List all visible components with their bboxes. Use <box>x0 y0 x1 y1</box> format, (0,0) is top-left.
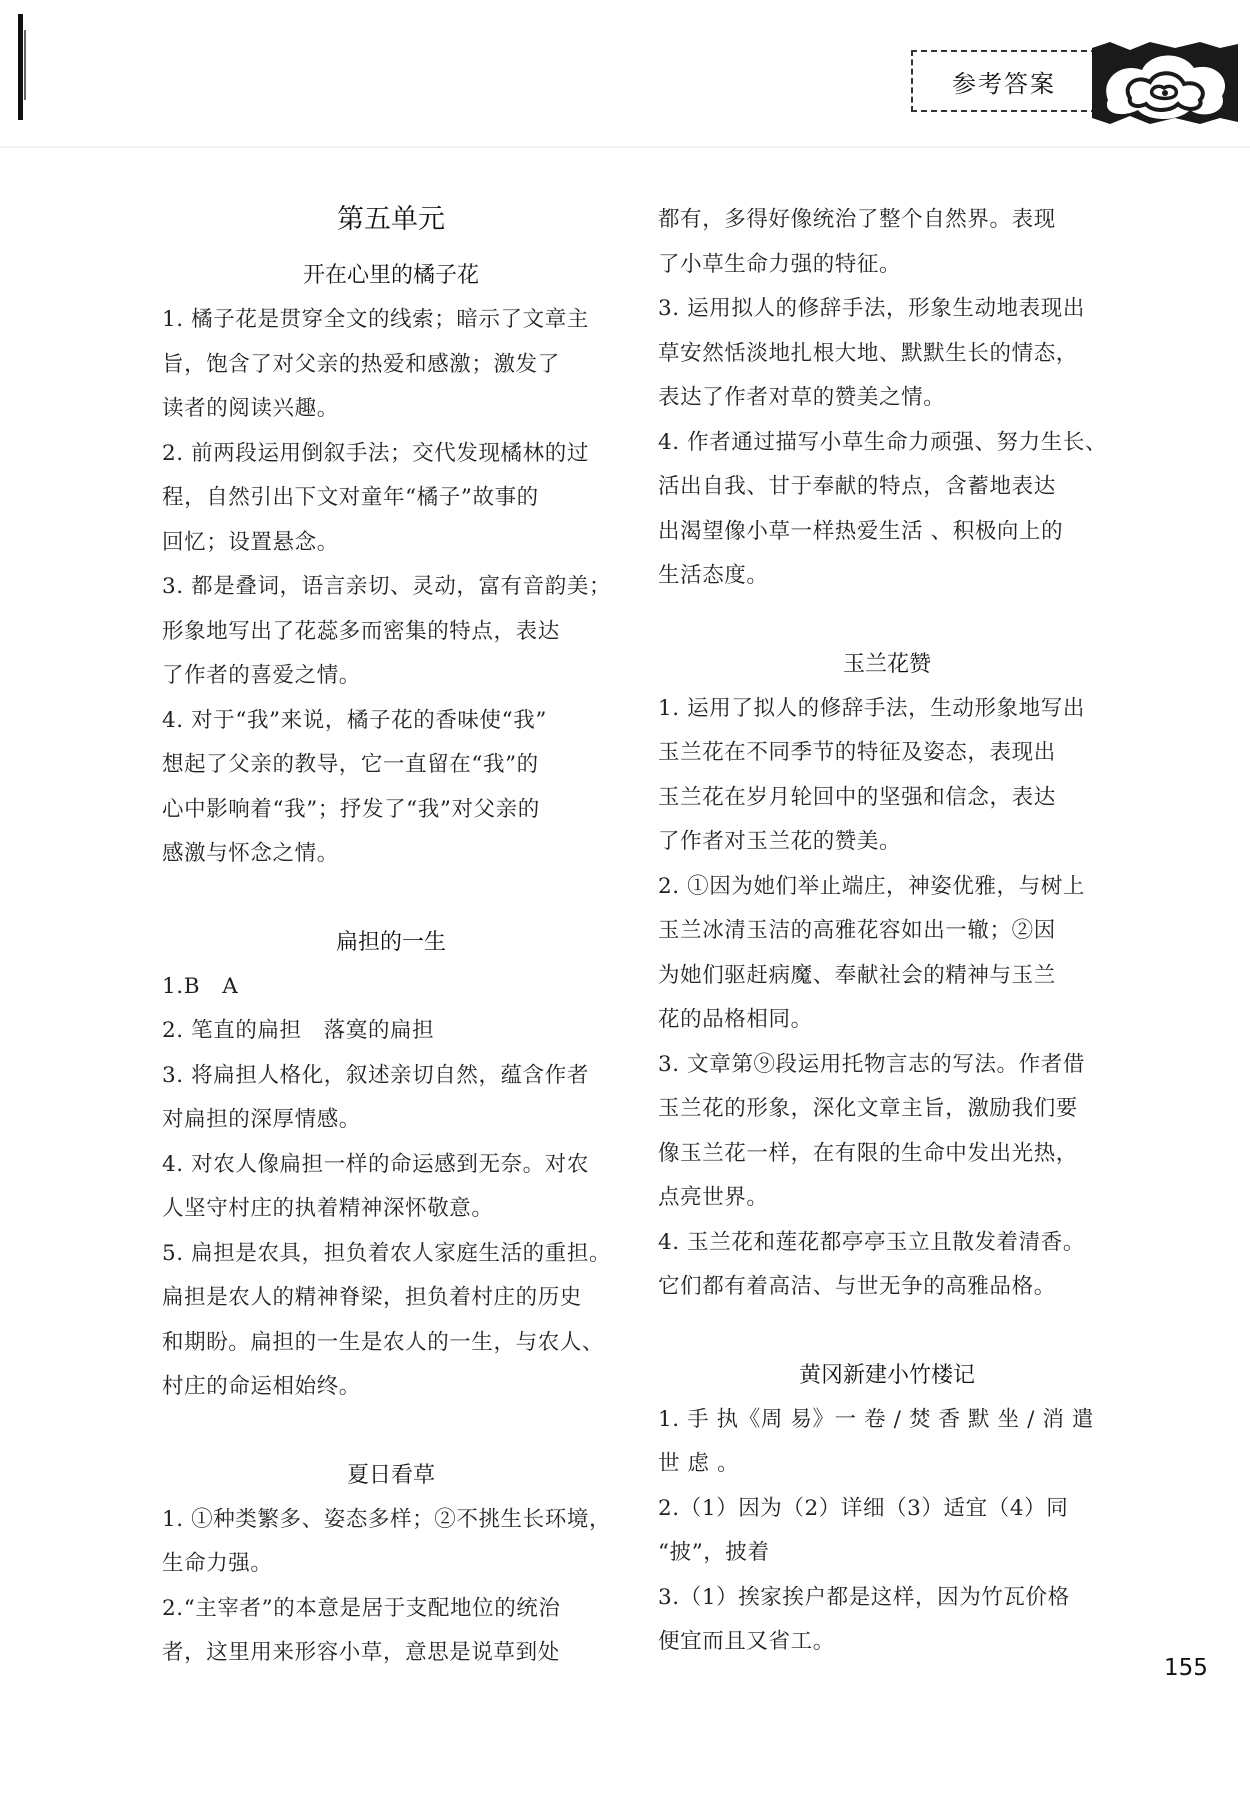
answer-line: 3. 都是叠词，语言亲切、灵动，富有音韵美； <box>162 574 612 599</box>
answer-line: 出渴望像小草一样热爱生活 、积极向上的 <box>658 518 1064 544</box>
answer-line: 4. 对农人像扁担一样的命运感到无奈。对农 <box>162 1151 589 1177</box>
section-title: 扁担的一生 <box>335 929 446 955</box>
binding-edge-mark <box>18 14 23 120</box>
answer-line: 生命力强。 <box>162 1551 273 1576</box>
left-column <box>162 198 620 1676</box>
header-title: 参考答案 <box>952 69 1056 98</box>
answer-line: 形象地写出了花蕊多而密集的特点，表达 <box>162 618 560 644</box>
section-spacer <box>162 1410 620 1454</box>
answer-line: 3.（1）挨家挨户都是这样，因为竹瓦价格 <box>658 1584 1070 1610</box>
answer-line: 想起了父亲的教导，它一直留在“我”的 <box>162 752 539 777</box>
answer-line: 旨，饱含了对父亲的热爱和感激；激发了 <box>162 351 560 377</box>
answer-line: 人坚守村庄的执着精神深怀敬意。 <box>162 1196 494 1221</box>
answer-line: 它们都有着高洁、与世无争的高雅品格。 <box>658 1274 1056 1299</box>
section-title: 夏日看草 <box>346 1462 435 1488</box>
answer-line: 2.“主宰者”的本意是居于支配地位的统治 <box>162 1595 561 1621</box>
answer-line: 心中影响着“我”；抒发了“我”对父亲的 <box>162 796 540 822</box>
answer-line: 活出自我、甘于奉献的特点，含蓄地表达 <box>658 474 1056 499</box>
answer-line: 便宜而且又省工。 <box>658 1629 835 1654</box>
answer-line: 玉兰花在岁月轮回中的坚强和信念，表达 <box>658 784 1056 810</box>
answer-line: 对扁担的深厚情感。 <box>162 1107 361 1132</box>
answer-line: 2.（1）因为（2）详细（3）适宜（4）同 <box>658 1495 1069 1521</box>
answer-line: 草安然恬淡地扎根大地、默默生长的情态， <box>658 340 1078 366</box>
answer-line: 和期盼。扁担的一生是农人的一生，与农人、 <box>162 1329 605 1355</box>
answer-line: 4. 对于“我”来说，橘子花的香味使“我” <box>162 707 547 733</box>
answer-line: 2. ①因为她们举止端庄，神姿优雅，与树上 <box>658 873 1085 899</box>
answer-line: 3. 将扁担人格化，叙述亲切自然，蕴含作者 <box>162 1062 589 1088</box>
page-number: 155 <box>1164 1655 1208 1681</box>
answer-line: 1. ①种类繁多、姿态多样；②不挑生长环境， <box>162 1506 612 1532</box>
unit-title: 第五单元 <box>337 204 445 235</box>
binding-edge-shadow <box>24 30 26 100</box>
section-title: 开在心里的橘子花 <box>302 263 479 288</box>
answer-line: 了作者对玉兰花的赞美。 <box>658 829 902 854</box>
answer-line: 了作者的喜爱之情。 <box>162 663 361 688</box>
answer-line: “披”，披着 <box>658 1540 770 1565</box>
answer-line: 1. 手 执《周 易》一 卷 / 焚 香 默 坐 / 消 遣 <box>658 1406 1095 1432</box>
answer-line: 3. 文章第⑨段运用托物言志的写法。作者借 <box>658 1051 1085 1077</box>
answer-line: 1. 橘子花是贯穿全文的线索；暗示了文章主 <box>162 307 589 332</box>
section-title: 黄冈新建小竹楼记 <box>798 1362 975 1388</box>
section-spacer <box>658 1310 1116 1354</box>
answer-line: 生活态度。 <box>658 563 769 588</box>
answer-line: 点亮世界。 <box>658 1185 769 1210</box>
answer-line: 玉兰花的形象，深化文章主旨，激励我们要 <box>658 1096 1078 1121</box>
answer-line: 了小草生命力强的特征。 <box>658 251 902 277</box>
answer-line: 花的品格相同。 <box>658 1007 813 1032</box>
answer-line: 1.B A <box>162 973 239 999</box>
answer-line: 世 虑 。 <box>658 1451 740 1476</box>
answer-line: 扁担是农人的精神脊梁，担负着村庄的历史 <box>162 1285 582 1310</box>
answer-line: 回忆；设置悬念。 <box>162 529 339 555</box>
section-title: 玉兰花赞 <box>842 651 931 677</box>
answer-line: 4. 玉兰花和莲花都亭亭玉立且散发着清香。 <box>658 1229 1085 1255</box>
answer-line: 3. 运用拟人的修辞手法，形象生动地表现出 <box>658 296 1085 321</box>
answer-line: 者，这里用来形容小草，意思是说草到处 <box>162 1640 560 1665</box>
answer-line: 2. 前两段运用倒叙手法；交代发现橘林的过 <box>162 440 589 466</box>
section-spacer <box>162 877 620 921</box>
right-column <box>658 198 1116 1665</box>
answer-line: 为她们驱赶病魔、奉献社会的精神与玉兰 <box>658 962 1056 988</box>
answer-line: 表达了作者对草的赞美之情。 <box>658 385 946 410</box>
answer-line: 玉兰冰清玉洁的高雅花容如出一辙；②因 <box>658 918 1056 943</box>
answer-line: 读者的阅读兴趣。 <box>162 396 339 421</box>
answer-key-header <box>911 50 1097 112</box>
answer-line: 都有，多得好像统治了整个自然界。表现 <box>658 207 1056 232</box>
answer-line: 程，自然引出下文对童年“橘子”故事的 <box>162 485 539 510</box>
answer-line: 玉兰花在不同季节的特征及姿态，表现出 <box>658 740 1056 765</box>
answer-line: 2. 笔直的扁担 落寞的扁担 <box>162 1018 435 1043</box>
answer-line: 像玉兰花一样，在有限的生命中发出光热， <box>658 1140 1078 1166</box>
answer-line: 1. 运用了拟人的修辞手法，生动形象地写出 <box>658 695 1085 721</box>
section-spacer <box>658 599 1116 643</box>
answer-line: 感激与怀念之情。 <box>162 841 339 866</box>
cloud-ornament-icon <box>1090 40 1240 126</box>
answer-line: 5. 扁担是农具，担负着农人家庭生活的重担。 <box>162 1240 612 1266</box>
answer-line: 4. 作者通过描写小草生命力顽强、努力生长、 <box>658 429 1108 455</box>
answer-line: 村庄的命运相始终。 <box>162 1374 361 1399</box>
page-divider <box>0 146 1250 148</box>
